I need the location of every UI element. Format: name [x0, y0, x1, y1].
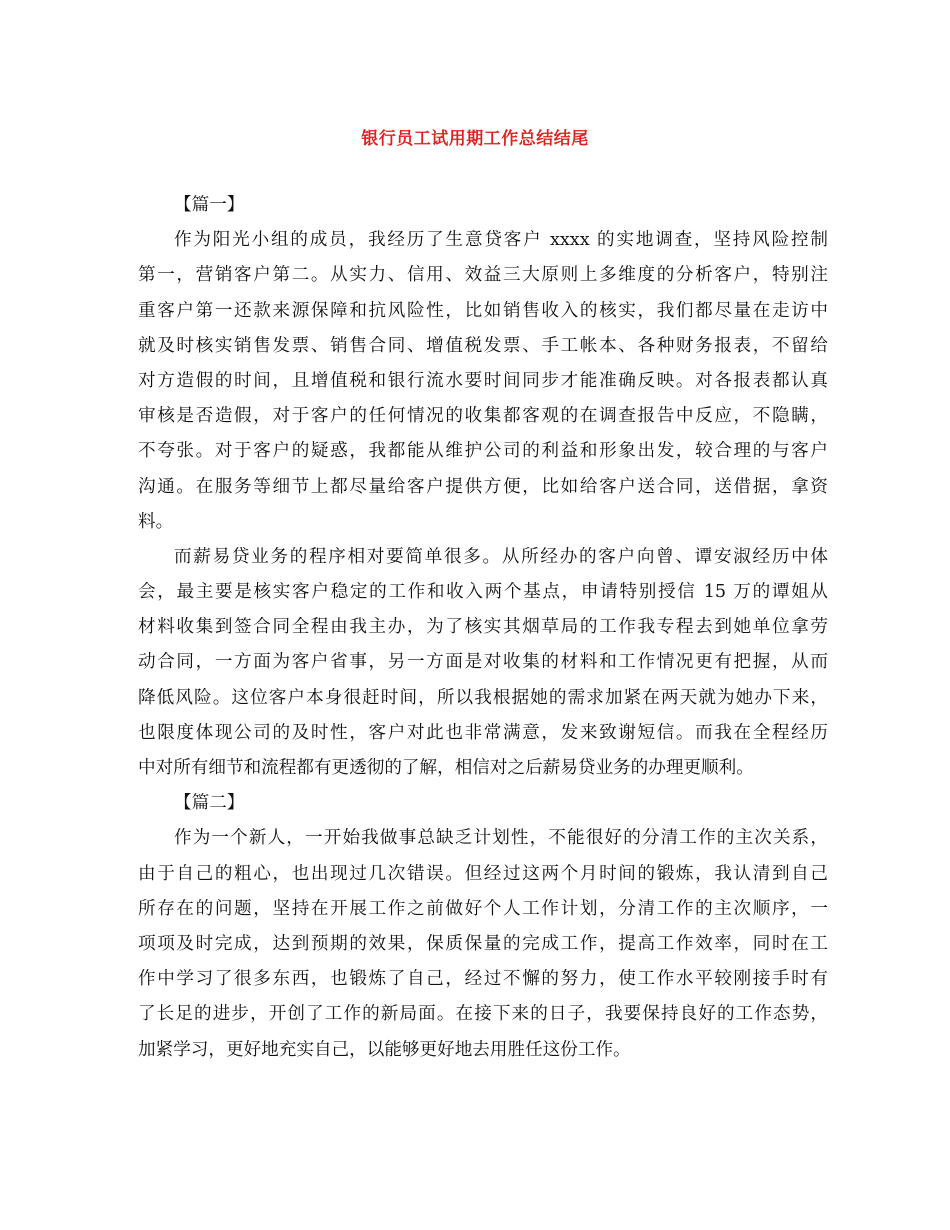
text-line: 对方造假的时间，且增值税和银行流水要时间同步才能准确反映。对各报表都认真: [138, 370, 828, 391]
text-line: 动合同，一方面为客户省事，另一方面是对收集的材料和工作情况更有把握，从而: [138, 652, 828, 673]
text-line: 而薪易贷业务的程序相对要简单很多。从所经办的客户向曾、谭安淑经历中体: [174, 546, 828, 567]
text-line: 作中学习了很多东西，也锻炼了自己，经过不懈的努力，使工作水平较刚接手时有: [138, 969, 828, 990]
text-line: 第一，营销客户第二。从实力、信用、效益三大原则上多维度的分析客户，特别注: [138, 265, 828, 286]
text-line: 材料收集到签合同全程由我主办，为了核实其烟草局的工作我专程去到她单位拿劳: [138, 617, 828, 638]
text-line: 降低风险。这位客户本身很赶时间，所以我根据她的需求加紧在两天就为她办下来，: [138, 687, 828, 708]
text-line: 所存在的问题，坚持在开展工作之前做好个人工作计划，分清工作的主次顺序，一: [138, 898, 828, 919]
paragraph-2: [138, 540, 828, 786]
text-line: 就及时核实销售发票、销售合同、增值税发票、手工帐本、各种财务报表，不留给: [138, 335, 828, 356]
text-line: 沟通。在服务等细节上都尽量给客户提供方便，比如给客户送合同，送借据，拿资: [138, 476, 828, 497]
text-line: 加紧学习，更好地充实自己，以能够更好地去用胜任这份工作。: [138, 1039, 631, 1060]
text-line: 中对所有细节和流程都有更透彻的了解，相信对之后薪易贷业务的办理更顺利。: [138, 758, 754, 778]
text-line: 作为阳光小组的成员，我经历了生意贷客户 xxxx 的实地调查，坚持风险控制: [174, 230, 828, 251]
paragraph-1: [138, 223, 828, 540]
text-line: 会，最主要是核实客户稳定的工作和收入两个基点，申请特别授信 15 万的谭姐从: [138, 582, 828, 603]
text-line: 不夸张。对于客户的疑惑，我都能从维护公司的利益和形象出发，较合理的与客户: [138, 441, 828, 462]
section-heading-2: 【篇二】: [174, 793, 245, 814]
document-title: 银行员工试用期工作总结结尾: [361, 129, 589, 149]
text-line: 由于自己的粗心，也出现过几次错误。但经过这两个月时间的锻炼，我认清到自己: [138, 863, 828, 884]
paragraph-3: [138, 821, 828, 1067]
text-line: 了长足的进步，开创了工作的新局面。在接下来的日子，我要保持良好的工作态势，: [138, 1004, 828, 1025]
text-line: 作为一个新人，一开始我做事总缺乏计划性，不能很好的分清工作的主次关系，: [174, 828, 828, 849]
text-line: 也限度体现公司的及时性，客户对此也非常满意，发来致谢短信。而我在全程经历: [138, 722, 828, 743]
text-line: 审核是否造假，对于客户的任何情况的收集都客观的在调查报告中反应，不隐瞒，: [138, 406, 828, 427]
section-heading-1: 【篇一】: [174, 195, 245, 215]
text-line: 料。: [138, 511, 174, 532]
text-line: 重客户第一还款来源保障和抗风险性，比如销售收入的核实，我们都尽量在走访中: [138, 300, 828, 321]
document-body: [138, 188, 828, 1068]
text-line: 项项及时完成，达到预期的效果，保质保量的完成工作，提高工作效率，同时在工: [138, 933, 828, 954]
